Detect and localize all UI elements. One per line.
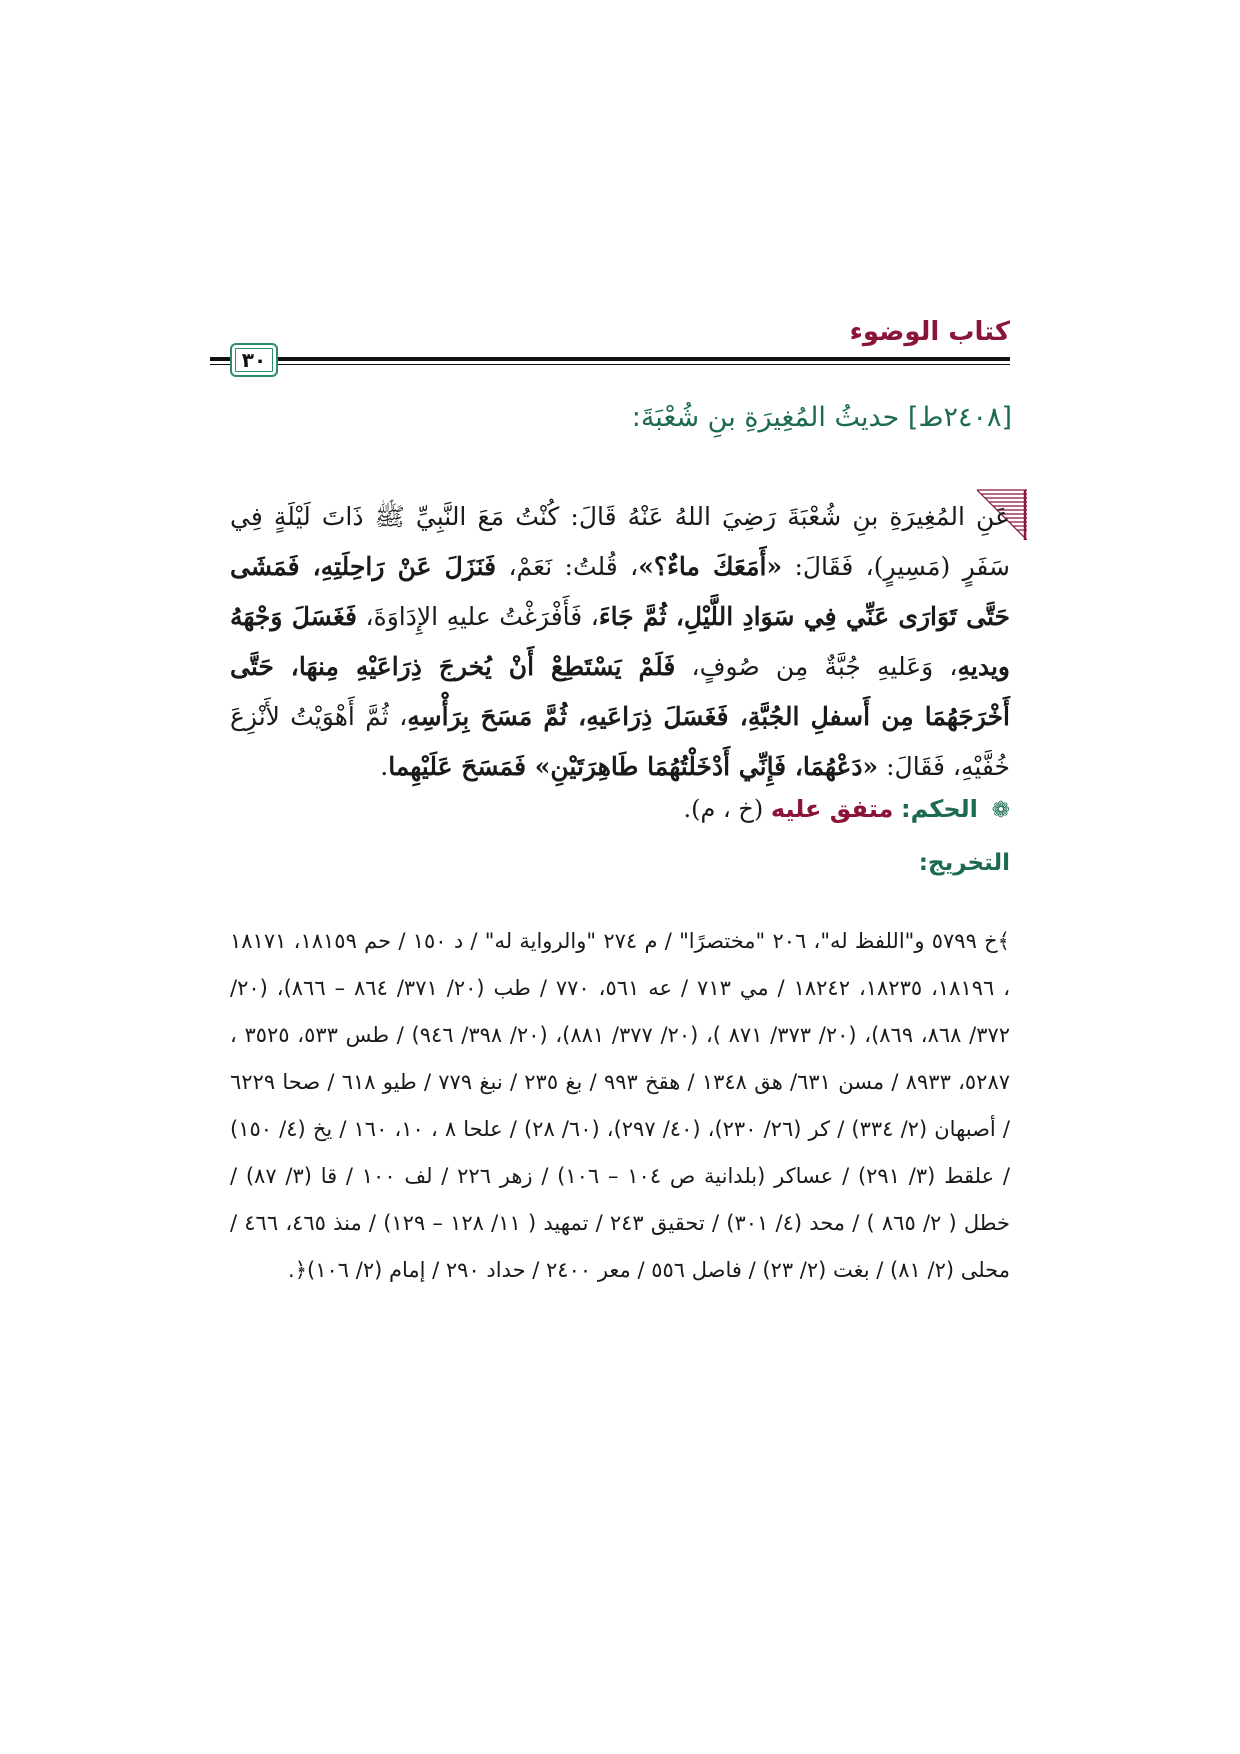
hadith-text bbox=[230, 492, 1010, 792]
hadith-text-bold: فَغَسَلَ وَجْهَهُ ويديهِ bbox=[230, 602, 1010, 681]
hadith-text-part: ، قُلتُ: نَعَمْ، bbox=[496, 552, 639, 581]
hadith-text-part: ، ثُمَّ أَهْوَيْتُ لأَنْزِعَ خُفَّيْهِ، فَقَالَ: bbox=[230, 702, 1010, 781]
ruling-sources: (خ ، م). bbox=[683, 795, 764, 823]
hadith-title: [٢٤٠٨ط] حديثُ المُغِيرَةِ بنِ شُعْبَةَ: bbox=[631, 402, 1012, 433]
rosette-icon: ❁ bbox=[991, 798, 1010, 823]
hadith-text-bold: فَلَمْ يَسْتَطِعْ أَنْ يُخرجَ ذِرَاعَيْهِ مِنهَا، حَتَّى أَخْرَجَهُمَا مِن أَسفلِ الجُبَّةِ، فَغَسَلَ ذِرَاعَيهِ، ثُمَّ مَسَحَ بِرَأْسِهِ bbox=[230, 652, 1011, 731]
hadith-text-bold: فَنَزَلَ عَنْ رَاحِلَتِهِ، فَمَشَى حَتَّى تَوَارَى عَنِّي فِي سَوَادِ اللَّيْلِ، ثُمَّ جَاءَ bbox=[230, 552, 1010, 631]
book-title: كتاب الوضوء bbox=[849, 317, 1010, 347]
header-rule-thin bbox=[210, 364, 1010, 365]
hadith-text-part: . bbox=[380, 752, 389, 781]
takhrij-heading: التخريج: bbox=[918, 850, 1010, 876]
hadith-text-bold: «أَمَعَكَ ماءٌ؟» bbox=[638, 552, 783, 581]
hadith-text-bold: «دَعْهُمَا، فَإِنِّي أَدْخَلْتُهُمَا طَاهِرَتَيْنِ» فَمَسَحَ عَلَيْهِما bbox=[388, 752, 879, 781]
hadith-text-part: ، وَعَليهِ جُبَّةٌ مِن صُوفٍ، bbox=[675, 652, 958, 681]
page-number: ٣٠ bbox=[230, 343, 278, 377]
hadith-text-part: ، فَأَفْرَغْتُ عليهِ الإِدَاوَةَ، bbox=[357, 602, 599, 631]
ruling bbox=[684, 795, 1010, 823]
running-header bbox=[210, 315, 1010, 377]
ruling-value: متفق عليه bbox=[770, 795, 894, 823]
header-rule-thick bbox=[210, 357, 1010, 361]
hadith-text-part: عَنِ المُغِيرَةِ بنِ شُعْبَةَ رَضِيَ اللهُ عَنْهُ قَالَ: كُنْتُ مَعَ النَّبِيِّ ﷺ ذَاتَ لَيْلَةٍ فِي سَفَرٍ (مَسِيرٍ)، فَقَالَ: bbox=[230, 502, 1011, 581]
ruling-label: الحكم: bbox=[901, 795, 978, 823]
takhrij-text: ﴾خ ٥٧٩٩ و"اللفظ له"، ٢٠٦ "مختصرًا" / م ٢٧٤ "والرواية له" / د ١٥٠ / حم ١٨١٥٩، ١٨١٧١ ، ١٨١٩٦، ١٨٢٣٥، ١٨٢٤٢ / مي ٧١٣ / عه ٥٦١، ٧٧٠ / طب (٢٠/ ٣٧١/ ٨٦٤ – ٨٦٦)، (٢٠/ ٣٧٢/ ٨٦٨، ٨٦٩)، (٢٠/ ٣٧٣/ ٨٧١ )، (٢٠/ ٣٧٧/ ٨٨١)، (٢٠/ ٣٩٨/ ٩٤٦) / طس ٥٣٣، ٣٥٢٥ ، ٥٢٨٧، ٨٩٣٣ / مسن ٦٣١/ هق ١٣٤٨ / هقخ ٩٩٣ / بغ ٢٣٥ / نبغ ٧٧٩ / طيو ٦١٨ / صحا ٦٢٢٩ / أصبهان (٢/ ٣٣٤) / كر (٢٦/ ٢٣٠)، (٤٠/ ٢٩٧)، (٦٠/ ٢٨) / علحا ٨ ، ١٠، ١٦٠ / يخ (٤/ ١٥٠) / علقط (٣/ ٢٩١) / عساكر (بلدانية ص ١٠٤ – ١٠٦) / زهر ٢٢٦ / لف ١٠٠ / قا (٣/ ٨٧) / خطل ( ٢/ ٨٦٥ ) / محد (٤/ ٣٠١) / تحقيق ٢٤٣ / تمهيد ( ١١/ ١٢٨ – ١٢٩) / منذ ٤٦٥، ٤٦٦ / محلى (٢/ ٨١) / بغت (٢/ ٢٣) / فاصل ٥٥٦ / معر ٢٤٠٠ / حداد ٢٩٠ / إمام (٢/ ١٠٦)﴿. bbox=[230, 929, 1011, 1282]
